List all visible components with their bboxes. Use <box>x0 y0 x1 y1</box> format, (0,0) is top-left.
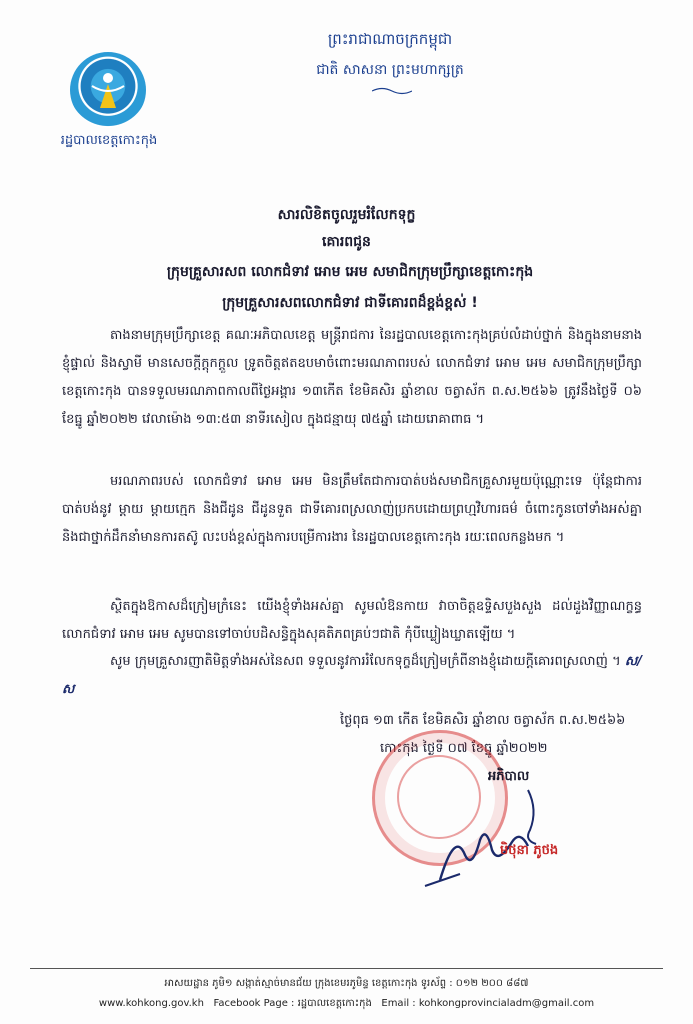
signatory-name: មិថុនា ភូថង <box>500 843 559 858</box>
letter-salutation: គោរពជូន <box>322 234 371 250</box>
paragraph-4 <box>62 648 642 704</box>
paragraph-3: ស្ថិតក្នុងឱកាសដ៏ក្រៀមក្រំនេះ យើងខ្ញុំទាំងអស់គ្នា សូមលំឱនកាយ វាចាចិត្តឧទ្ទិសបួងសួង ដល់ដួងវិញ្ញាណក្ខន្ធ លោកជំទាវ អោម អេម សូមបានទៅចាប់បដិសន្ធិក្នុងសុគតិភពគ្រប់ៗជាតិ កុំបីឃ្លៀងឃ្លាតឡើយ ។ <box>62 599 642 642</box>
email-label: Email : <box>381 998 416 1009</box>
place-date: កោះកុង ថ្ងៃទី ០៧ ខែធ្នូ ឆ្នាំ២០២២ <box>380 741 548 756</box>
handwritten-signature <box>420 770 550 890</box>
department-name: រដ្ឋបាលខេត្តកោះកុង <box>60 133 158 148</box>
footer-contacts <box>0 996 693 1011</box>
email-link[interactable]: kohkongprovincialadm@gmail.com <box>418 998 595 1009</box>
facebook-link[interactable]: រដ្ឋបាលខេត្តកោះកុង <box>297 998 372 1009</box>
letter-title: សារលិខិតចូលរួមរំលែកទុក្ខ <box>277 207 416 223</box>
lunar-date: ថ្ងៃពុធ ១៣ កើត ខែមិគសិរ ឆ្នាំខាល ចត្វាស័ក ព.ស.២៥៦៦ <box>340 713 626 728</box>
provincial-logo <box>70 52 146 128</box>
website-link[interactable]: www.kohkong.gov.kh <box>98 998 204 1009</box>
footer-divider <box>30 968 663 969</box>
signatory-title: អភិបាល <box>488 769 530 784</box>
kingdom-heading: ព្រះរាជាណាចក្រកម្ពុជា <box>327 30 453 48</box>
paragraph-4-text: សូម ក្រុមគ្រួសារញាតិមិត្តទាំងអស់នៃសព ទទួលនូវការរំលែកទុក្ខដ៏ក្រៀមក្រំពីនាងខ្ញុំដោយក្តីគោរពស្រលាញ់ ។ <box>110 654 621 669</box>
ornament-icon <box>372 86 412 96</box>
paragraph-2: មរណភាពរបស់ លោកជំទាវ អោម អេម មិនត្រឹមតែជាការបាត់បង់សមាជិកគ្រួសារមួយប៉ុណ្ណោះទេ ប៉ុន្តែជាការបាត់បង់នូវ ម្តាយ ម្តាយក្មេក និងជីដូន ជីដូនទួត ជាទីគោរពស្រលាញ់ប្រកបដោយព្រហ្មវិហារធម៌ ចំពោះកូនចៅទាំងអស់គ្នា និងជាថ្នាក់ដឹកនាំមានការតស៊ូ លះបង់ខ្ពស់ក្នុងការបម្រើការងារ នៃរដ្ឋបាលខេត្តកោះកុង រយៈពេលកន្លងមក ។ <box>62 474 642 545</box>
recipient-line: ក្រុមគ្រួសារសព លោកជំទាវ អោម អេម សមាជិកក្រុមប្រឹក្សាខេត្តកោះកុង <box>166 264 534 280</box>
paragraph-1: តាងនាមក្រុមប្រឹក្សាខេត្ត គណៈអភិបាលខេត្ត មន្ត្រីរាជការ នៃរដ្ឋបាលខេត្តកោះកុងគ្រប់លំដាប់ថ្នាក់ និងក្នុងនាមនាងខ្ញុំផ្ទាល់ និងស្វាមី មានសេចក្តីក្តុកក្តួល ទ្រូតចិត្តឥតឧបមាចំពោះមរណភាពរបស់ លោកជំទាវ អោម អេម សមាជិកក្រុមប្រឹក្សាខេត្តកោះកុង បានទទួលមរណភាពកាលពីថ្ងៃអង្គារ ១៣កើត ខែមិគសិរ ឆ្នាំខាល ចត្វាស័ក ព.ស.២៥៦៦ ត្រូវនឹងថ្ងៃទី ០៦ ខែធ្នូ ឆ្នាំ២០២២ វេលាម៉ោង ១៣:៥៣ នាទីរសៀល ក្នុងជន្មាយុ ៧៥ឆ្នាំ ដោយរោគាពាធ ។ <box>62 328 642 427</box>
handwritten-initials: ស/ស <box>62 654 642 697</box>
emblem-icon <box>88 68 128 112</box>
footer-address: អាសយដ្ឋាន ភូមិ១ សង្កាត់ស្មាច់មានជ័យ ក្រុងខេមរភូមិន្ទ ខេត្តកោះកុង ទូរស័ព្ទ : ០១២ ២០០ ៨៨៧ <box>164 978 529 989</box>
greeting-line: ក្រុមគ្រួសារសពលោកជំទាវ ជាទីគោរពដ៏ខ្ពង់ខ្ពស់ ! <box>222 295 478 311</box>
national-motto: ជាតិ សាសនា ព្រះមហាក្សត្រ <box>316 62 464 78</box>
facebook-label: Facebook Page : <box>213 998 295 1009</box>
